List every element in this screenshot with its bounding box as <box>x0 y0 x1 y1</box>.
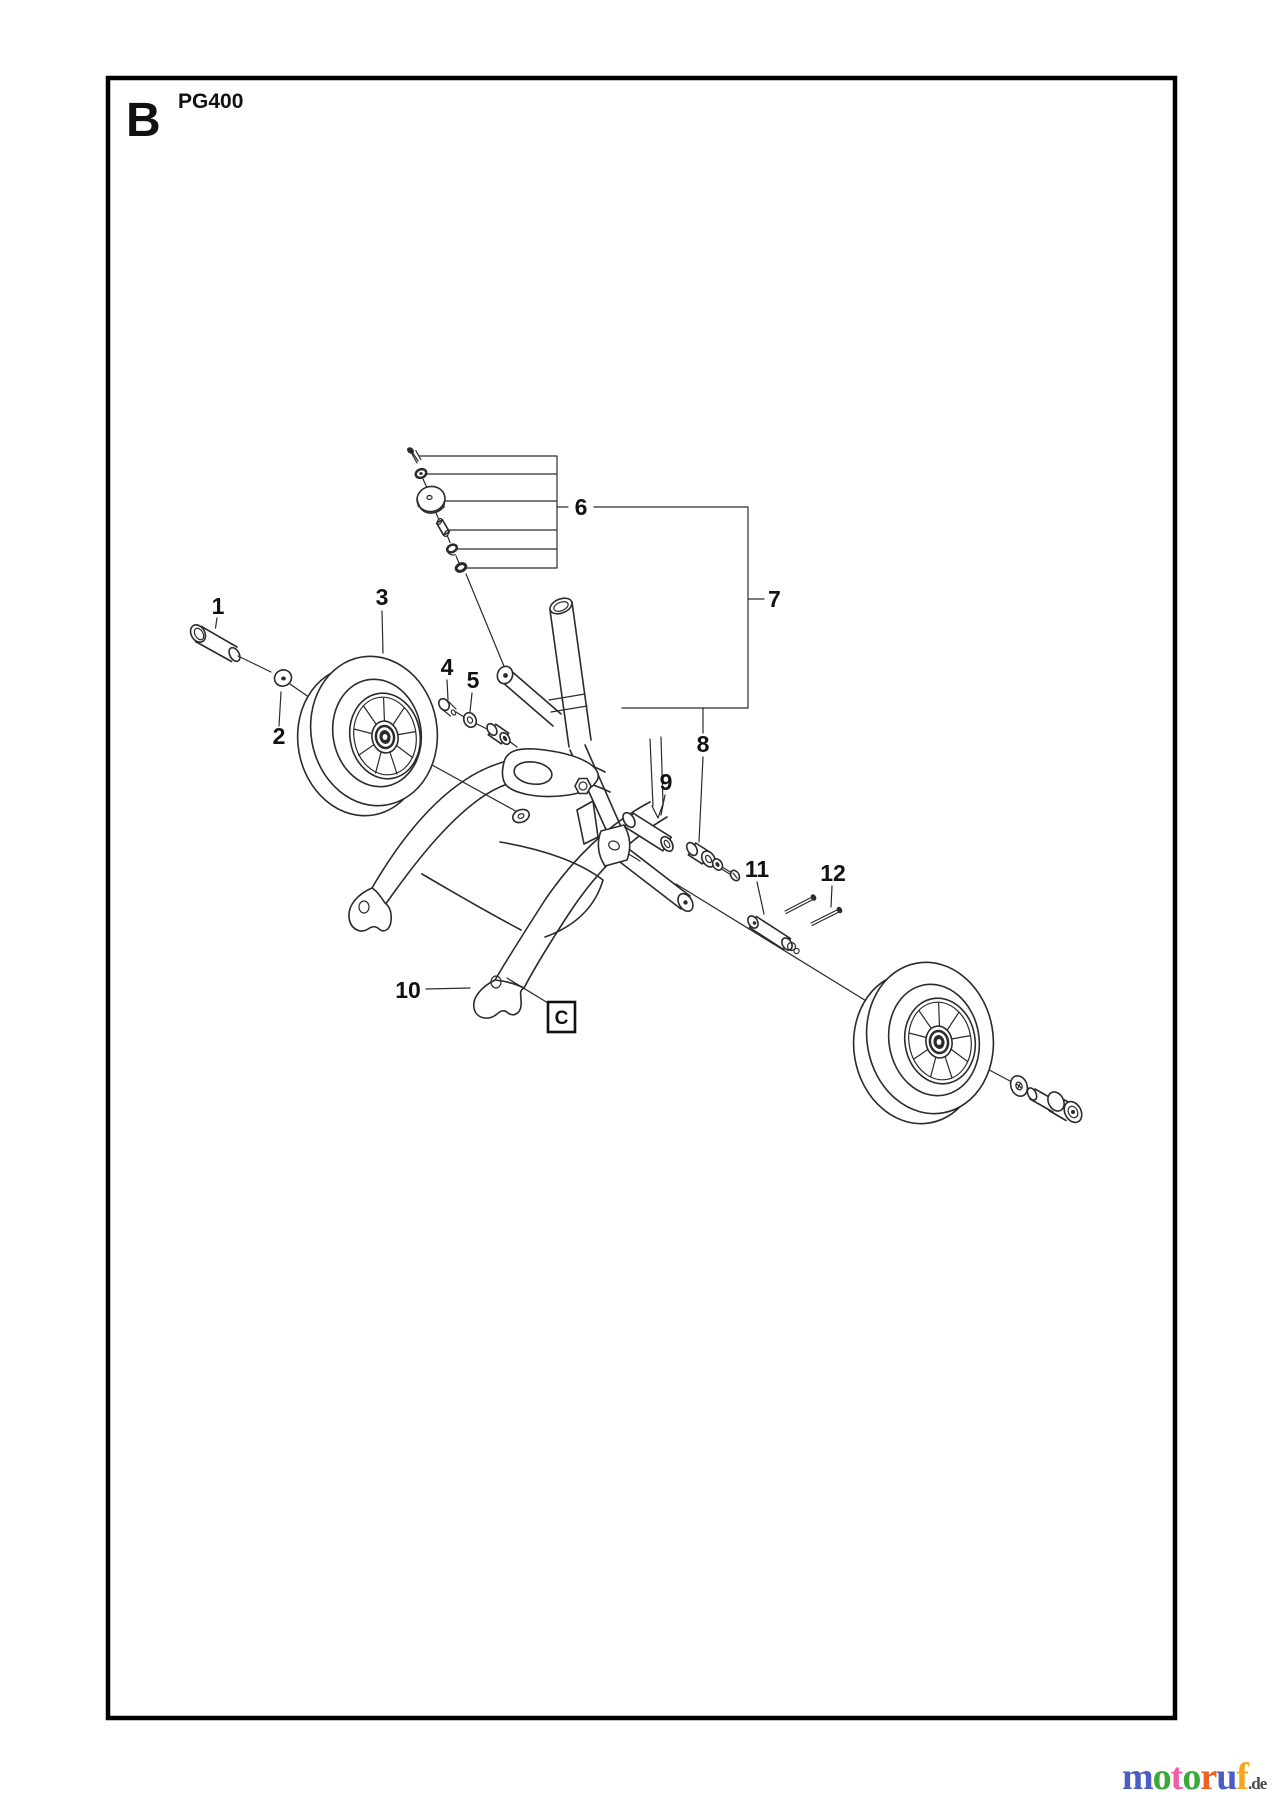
logo-letter[interactable]: o <box>1182 1756 1201 1798</box>
clevis-tab <box>598 825 629 866</box>
logo-letter[interactable]: u <box>1216 1756 1237 1798</box>
logo-letter[interactable]: r <box>1200 1756 1217 1798</box>
part-label-5: 5 <box>466 667 480 693</box>
logo-letter[interactable]: m <box>1122 1756 1153 1798</box>
part-label-8: 8 <box>696 731 710 757</box>
part-label-6: 6 <box>574 494 588 520</box>
model-label: PG400 <box>178 90 244 113</box>
part-label-9: 9 <box>659 769 673 795</box>
axle-hardware <box>621 811 844 954</box>
washer-icon <box>461 711 478 730</box>
logo-suffix[interactable]: .de <box>1247 1774 1267 1793</box>
part-label-3: 3 <box>375 584 389 610</box>
page-border <box>108 78 1175 1718</box>
knob-icon <box>415 484 448 514</box>
right-wheel <box>842 952 1005 1134</box>
logo-letter[interactable]: o <box>1152 1756 1171 1798</box>
part-label-7: 7 <box>768 586 781 612</box>
logo-letter[interactable]: t <box>1170 1756 1183 1798</box>
detail-ref-label: C <box>554 1008 569 1029</box>
section-label: B <box>126 94 161 147</box>
part-label-11: 11 <box>744 856 770 882</box>
part-label-2: 2 <box>272 723 286 749</box>
part-label-4: 4 <box>440 654 454 680</box>
right-axle-bolt <box>1008 1073 1086 1125</box>
part-label-10: 10 <box>395 977 421 1003</box>
frame-rear-foot <box>349 888 391 931</box>
logo-letter[interactable]: f <box>1236 1756 1248 1798</box>
left-wheel <box>286 646 449 826</box>
motoruf-logo[interactable] <box>1122 1756 1268 1798</box>
left-axle-bolt <box>188 622 313 700</box>
frame-front-foot <box>474 980 524 1018</box>
knob-assembly <box>406 446 506 671</box>
part-label-1: 1 <box>211 593 225 619</box>
part-label-12: 12 <box>820 860 846 886</box>
